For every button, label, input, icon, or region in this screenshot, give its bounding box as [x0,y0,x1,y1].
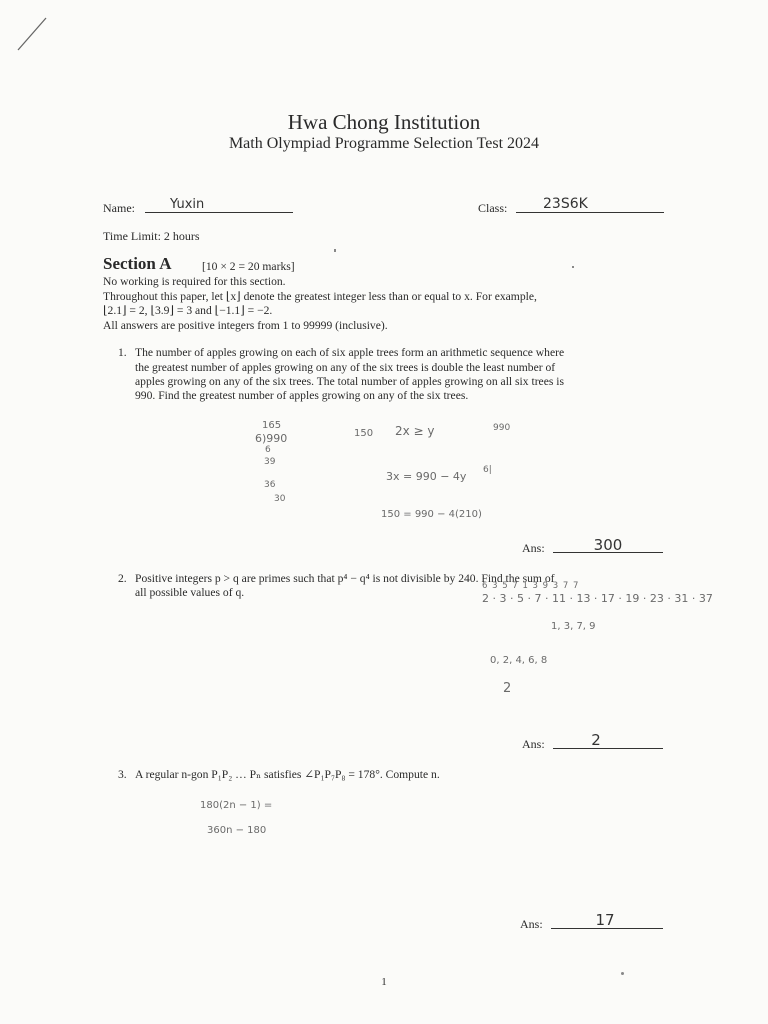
q2-answer-handwritten: 2 [591,731,601,749]
q2-work-primes: 2 · 3 · 5 · 7 · 11 · 13 · 17 · 19 · 23 · 31 · 37 [482,592,713,605]
question-3-number: 3. [118,768,127,781]
question-1-line-1: The number of apples growing on each of six apple trees form an arithmetic sequence where [135,346,565,359]
q3-ans-label: Ans: [520,917,543,931]
instruction-line-4: All answers are positive integers from 1 to 99999 (inclusive). [103,319,388,332]
q1-work-150: 150 [354,428,374,439]
question-2-line-2: all possible values of q. [135,586,245,599]
time-limit: Time Limit: 2 hours [103,229,200,243]
question-2-number: 2. [118,572,127,585]
class-handwritten: 23S6K [543,196,588,212]
q1-work-quotient: 165 [262,420,282,431]
q3-answer-handwritten: 17 [595,911,615,929]
name-label: Name: [103,201,135,215]
q1-work-division: 6)990 [255,432,288,445]
test-title: Math Olympiad Programme Selection Test 2024 [228,135,540,152]
scan-speck [621,972,624,975]
pen-stroke-mark [14,14,50,54]
name-line [145,212,293,213]
q1-work-step-3: 36 [264,480,276,490]
q2-work-even-digits: 0, 2, 4, 6, 8 [490,655,548,666]
question-1-line-2: the greatest number of apples growing on any of the six trees is double the least number of [135,361,556,374]
class-line [516,212,664,213]
section-title: Section A [103,254,172,273]
section-heading [103,254,171,274]
q2-work-last-digits: 6 3 5 7 1 3 9 3 7 7 [482,581,580,591]
q1-work-check: 150 = 990 − 4(210) [381,509,482,520]
q2-work-odd-digits: 1, 3, 7, 9 [551,621,596,632]
q2-work-result: 2 [503,681,512,696]
scan-speck [334,249,336,252]
q2-ans-label: Ans: [522,737,545,751]
q1-answer-handwritten: 300 [593,536,623,554]
page-number: 1 [381,976,387,988]
institution-title: Hwa Chong Institution [287,110,481,134]
question-1-line-4: 990. Find the greatest number of apples growing on any of the six trees. [135,389,469,402]
q1-work-step-1: 6 [265,445,271,455]
instruction-line-2: Throughout this paper, let ⌊x⌋ denote the greatest integer less than or equal to x. For example, [103,290,537,303]
instruction-line-3: ⌊2.1⌋ = 2, ⌊3.9⌋ = 3 and ⌊−1.1⌋ = −2. [103,304,273,317]
q3-work-line-2: 360n − 180 [207,825,267,836]
scan-speck [572,266,574,268]
q1-work-990: 990 [493,423,511,433]
name-handwritten: Yuxin [170,197,205,212]
question-3-line-1: A regular n-gon P₁P₂ … Pₙ satisfies ∠P₁P₇P₈ = 178°. Compute n. [135,768,440,781]
q1-ans-label: Ans: [522,541,545,555]
question-1-line-3: apples growing on any of the six trees. The total number of apples growing on all six trees is [135,375,564,388]
q1-work-six: 6| [483,465,492,475]
q1-work-step-4: 30 [274,494,286,504]
question-1-number: 1. [118,346,127,359]
q1-work-step-2: 39 [264,457,276,467]
class-label: Class: [478,201,508,215]
question-2-line-1: Positive integers p > q are primes such that p⁴ − q⁴ is not divisible by 240. Find the sum of [135,572,555,585]
q1-work-equation: 3x = 990 − 4y [386,470,467,483]
q3-work-line-1: 180(2n − 1) = [200,800,273,811]
section-marks: [10 × 2 = 20 marks] [202,260,295,273]
instruction-line-1: No working is required for this section. [103,275,286,288]
q1-work-inequality: 2x ≥ y [395,424,435,438]
